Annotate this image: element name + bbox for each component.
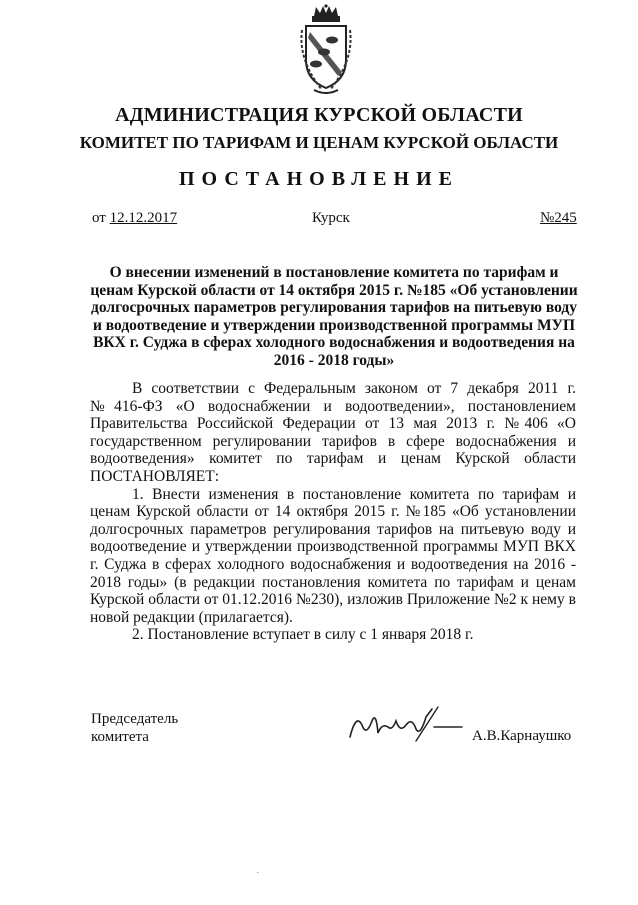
signatory-title-line2: комитета xyxy=(91,728,149,745)
handwritten-signature xyxy=(346,703,464,749)
document-subject: О внесении изменений в постановление комитета по тарифам и ценам Курской области от 14 октября 2015 г. №185 «Об установлении долгосрочных параметров регулирования тарифов на питьевую воду и водоотведение и утверждении производственной программы МУП ВКХ г. Суджа в сферах холодного водоснабжения и водоотведения на 2016 - 2018 годы» xyxy=(90,264,578,369)
document-body xyxy=(90,380,576,644)
document-number: №245 xyxy=(540,210,577,226)
coat-of-arms-emblem xyxy=(296,4,356,96)
date-prefix: от xyxy=(92,210,106,226)
paragraph-preamble: В соответствии с Федеральным законом от 7 декабря 2011 г. №416-ФЗ «О водоснабжении и водоотведении», постановлением Правительства Российской Федерации от 13 мая 2013 г. №406 «О государственном регулировании тарифов в сфере водоснабжения и водоотведения» комитет по тарифам и ценам Курской области ПОСТАНОВЛЯЕТ: xyxy=(90,380,576,485)
date-value: 12.12.2017 xyxy=(109,210,178,226)
signatory-title-line1: Председатель xyxy=(91,711,179,727)
paragraph-item-2: 2. Постановление вступает в силу с 1 января 2018 г. xyxy=(132,626,474,644)
document-type-heading: ПОСТАНОВЛЕНИЕ xyxy=(179,168,459,190)
scan-mark: · xyxy=(256,868,260,879)
paragraph-item-1: 1. Внести изменения в постановление комитета по тарифам и ценам Курской области от 14 октября 2015 г. №185 «Об установлении долгосрочных параметров регулирования тарифов на питьевую воду и водоотведение и утверждении производственной программы МУП ВКХ г. Суджа в сферах холодного водоснабжения и водоотведения на 2016 - 2018 годы» (в редакции постановления комитета по тарифам и ценам Курской области от 01.12.2016 №230), изложив Приложение №2 к нему в новой редакции (прилагается). xyxy=(90,485,576,626)
document-date xyxy=(92,210,177,227)
org-heading: АДМИНИСТРАЦИЯ КУРСКОЙ ОБЛАСТИ xyxy=(115,104,523,126)
committee-heading: КОМИТЕТ ПО ТАРИФАМ И ЦЕНАМ КУРСКОЙ ОБЛАСТИ xyxy=(79,133,559,152)
signatory-name: А.В.Карнаушко xyxy=(472,728,572,744)
signatory-title xyxy=(91,711,178,746)
document-city: Курск xyxy=(312,210,350,226)
